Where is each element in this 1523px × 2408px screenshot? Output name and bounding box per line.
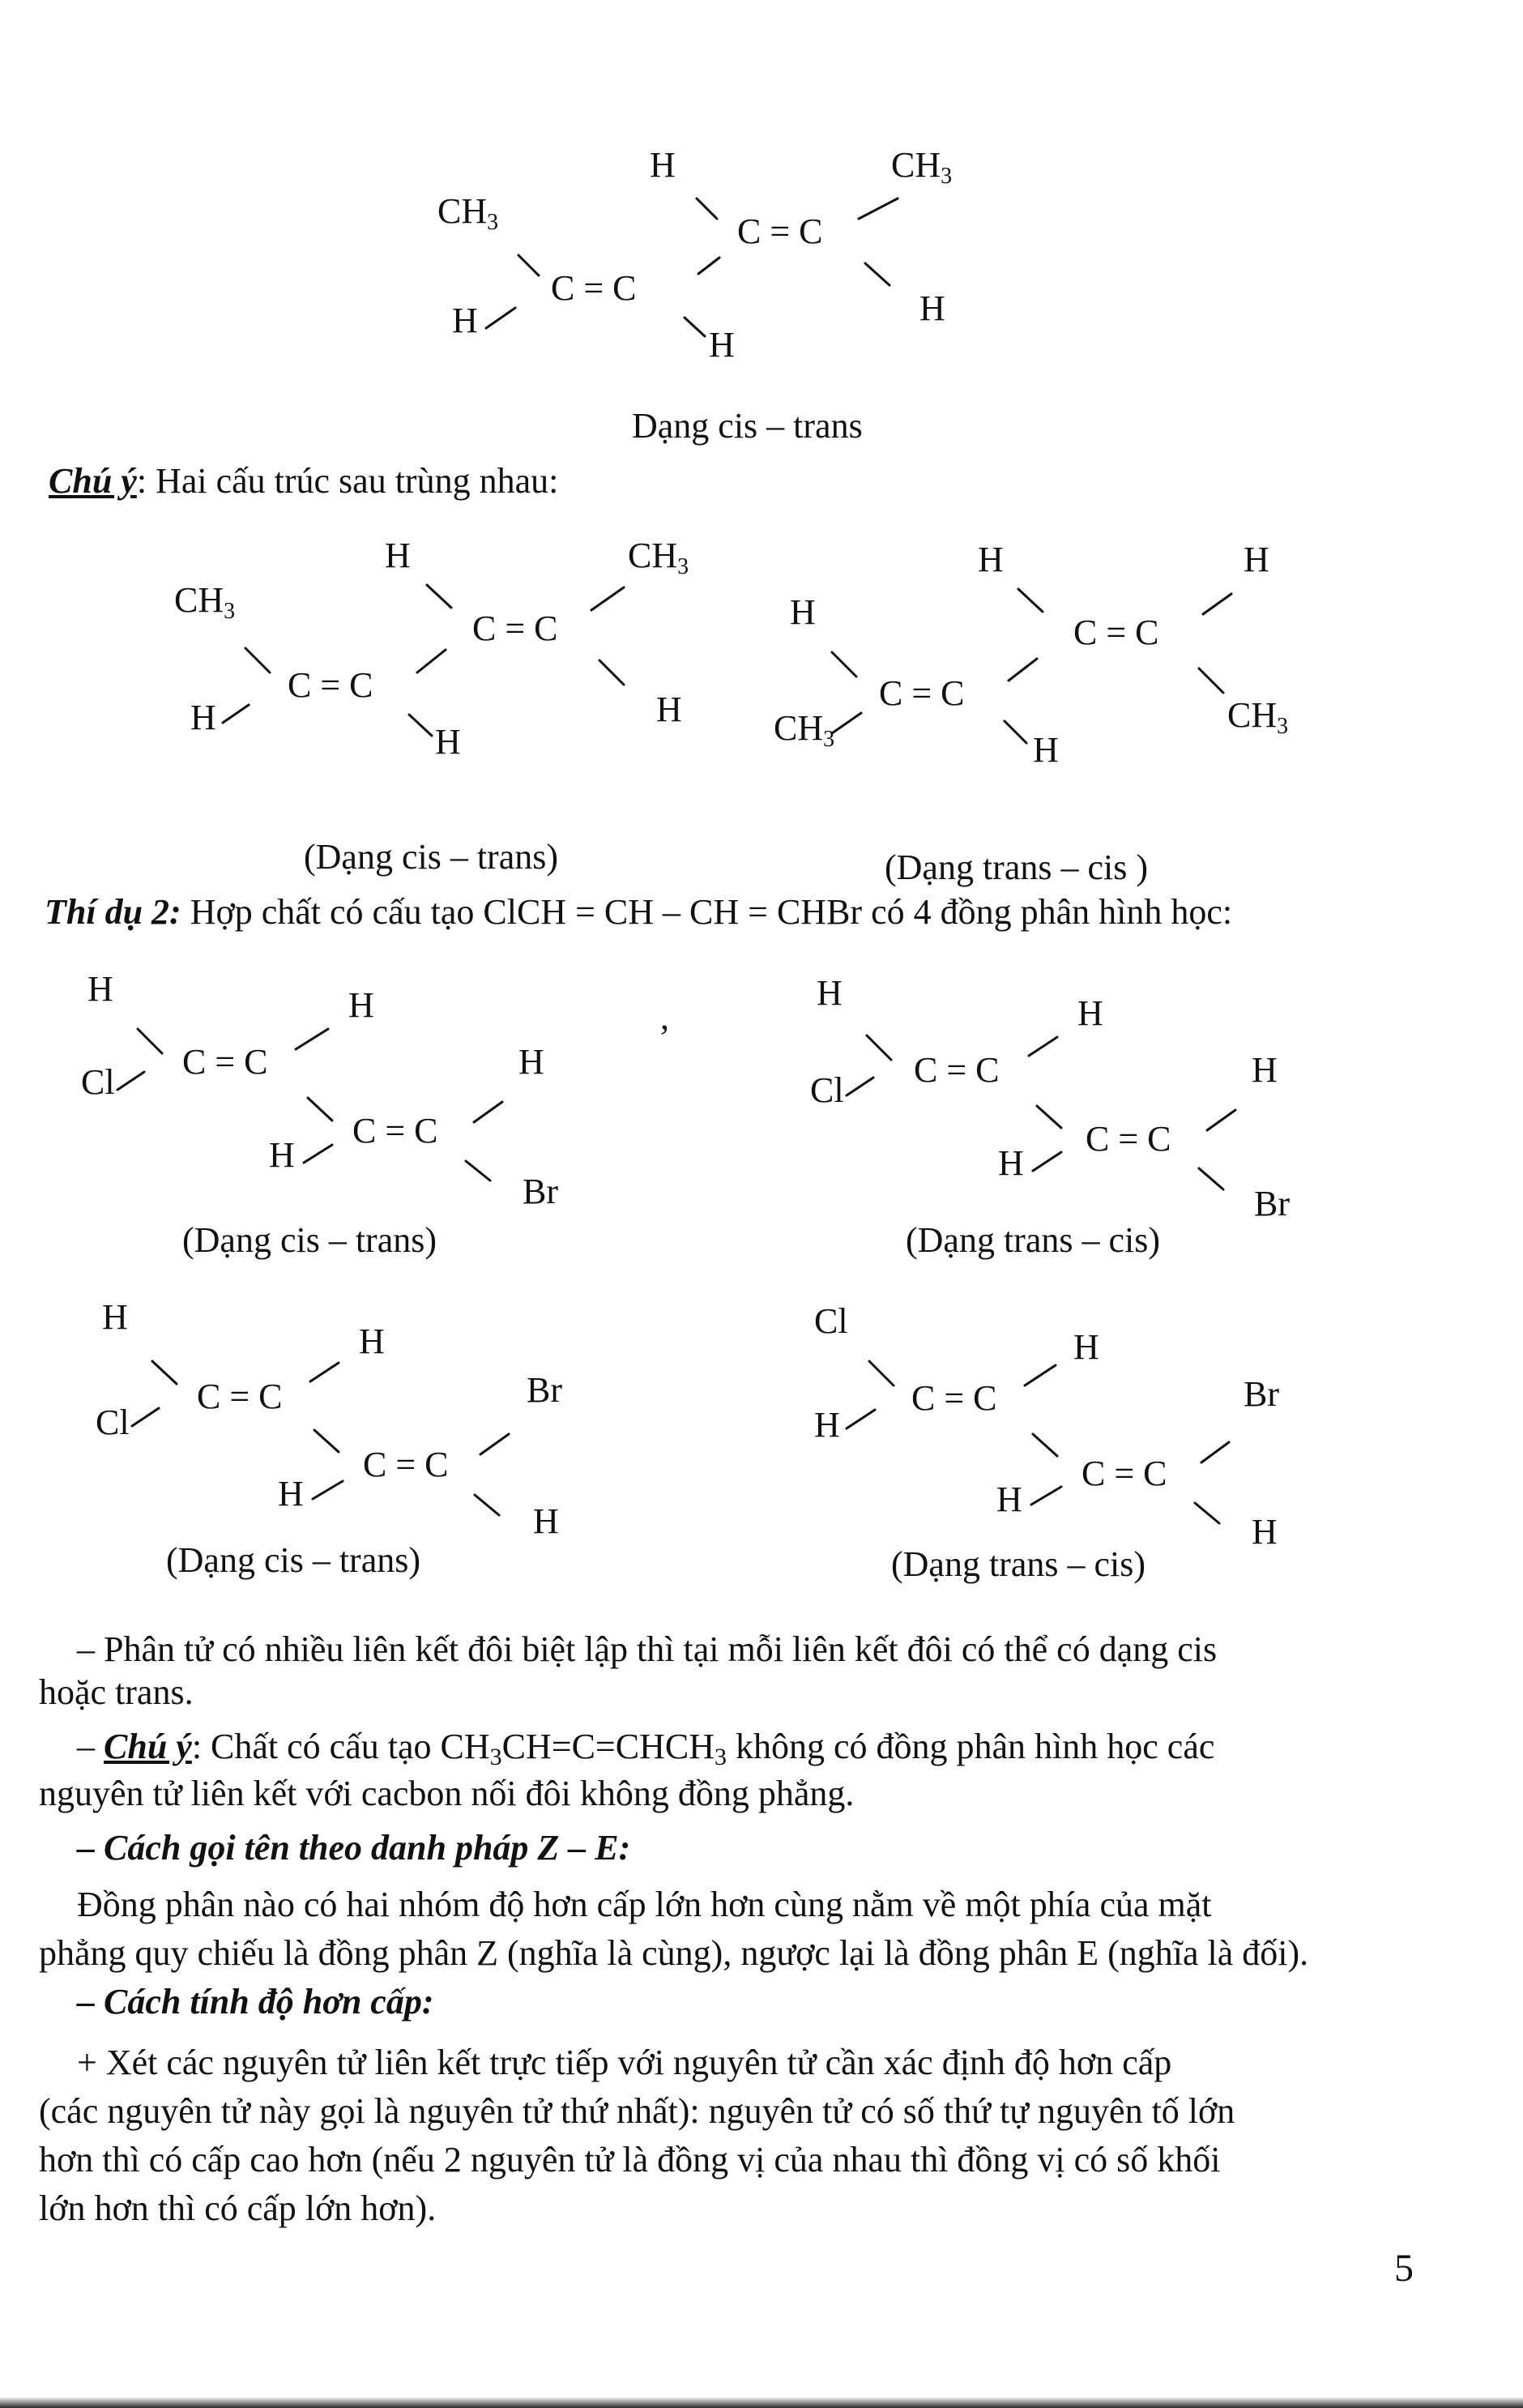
paragraph-line: Đồng phân nào có hai nhóm độ hơn cấp lớn hơn cùng nằm về một phía của mặt [77, 1885, 1212, 1924]
structure-diagram [810, 972, 1329, 1223]
atom-h: H [359, 1321, 385, 1361]
double-bond: C = C [914, 1050, 1000, 1090]
bond [1033, 1434, 1057, 1456]
dash: – [77, 1727, 104, 1766]
atom-ch3: CH3 [891, 145, 953, 189]
page-number: 5 [1394, 2247, 1414, 2290]
molecule-pair-left [174, 535, 741, 778]
paragraph-line: hơn thì có cấp cao hơn (nếu 2 nguyên tử là đồng vị của nhau thì đồng vị có số khối [39, 2140, 1221, 2180]
example-line [45, 891, 1232, 933]
atom-h: H [1244, 540, 1269, 579]
atom-cl: Cl [810, 1070, 844, 1110]
atom-h: H [102, 1297, 128, 1337]
atom-h: H [348, 985, 374, 1025]
atom-br: Br [523, 1172, 558, 1211]
bond [132, 1408, 159, 1426]
bond [518, 255, 539, 275]
paragraph-line: (các nguyên tử này gọi là nguyên tử thứ nhất): nguyên tử có số thứ tự nguyên tố lớn [39, 2091, 1235, 2131]
atom-h: H [533, 1501, 559, 1541]
atom-h: H [790, 592, 816, 632]
bond [1199, 668, 1223, 693]
atom-h: H [919, 288, 945, 328]
atom-h: H [1073, 1327, 1099, 1367]
atom-br: Br [1254, 1184, 1290, 1223]
bond [859, 199, 898, 219]
example-text: Hợp chất có cấu tạo ClCH = CH – CH = CHBr có 4 đồng phân hình học: [181, 892, 1233, 932]
caption: Dạng cis – trans [632, 406, 863, 446]
atom-ch3: CH3 [628, 536, 689, 579]
bond [308, 1098, 332, 1121]
atom-h: H [385, 536, 411, 575]
atom-h: H [814, 1405, 840, 1445]
molecule-top [437, 138, 1005, 381]
atom-h: H [1252, 1050, 1278, 1090]
atom-h: H [278, 1474, 304, 1514]
atom-h: H [1033, 730, 1059, 770]
bond [869, 1361, 894, 1385]
caption: (Dạng trans – cis) [891, 1544, 1146, 1584]
isomer-2 [810, 972, 1329, 1223]
atom-cl: Cl [814, 1301, 848, 1341]
bond [245, 648, 270, 672]
atom-h: H [656, 690, 682, 729]
double-bond: C = C [879, 673, 965, 713]
atom-h: H [978, 540, 1004, 579]
paragraph-line: + Xét các nguyên tử liên kết trực tiếp với nguyên tử cần xác định độ hơn cấp [77, 2043, 1172, 2082]
bond [486, 308, 515, 328]
double-bond: C = C [1086, 1119, 1171, 1159]
double-bond: C = C [911, 1378, 997, 1418]
atom-ch3: CH3 [174, 580, 236, 624]
note-line [49, 460, 558, 502]
bond [427, 585, 451, 608]
atom-cl: Cl [81, 1062, 115, 1102]
structure-diagram [81, 968, 599, 1211]
bond [832, 652, 856, 677]
bond [599, 660, 624, 685]
bond [847, 1410, 875, 1428]
bond [296, 1029, 328, 1049]
note-text: : Hai cấu trúc sau trùng nhau: [136, 461, 559, 501]
double-bond: C = C [197, 1377, 283, 1416]
caption: (Dạng cis – trans) [166, 1540, 421, 1580]
bond [1201, 1442, 1229, 1462]
bond [417, 650, 446, 672]
example-label: Thí dụ 2: [45, 892, 181, 932]
bond [223, 705, 249, 723]
atom-h: H [1252, 1512, 1278, 1552]
bond [475, 1495, 499, 1515]
atom-h: H [817, 973, 843, 1013]
atom-h: H [650, 145, 676, 185]
bond [867, 1035, 891, 1060]
bond [138, 1029, 162, 1053]
double-bond: C = C [737, 211, 823, 251]
double-bond: C = C [363, 1445, 449, 1484]
atom-br: Br [527, 1370, 562, 1410]
section-heading: – Cách tính độ hơn cấp: [77, 1982, 434, 2022]
double-bond: C = C [551, 268, 637, 308]
atom-br: Br [1244, 1374, 1279, 1414]
atom-h: H [452, 301, 478, 340]
separator-comma: , [660, 997, 669, 1037]
isomer-4 [814, 1300, 1333, 1552]
bond [1195, 1503, 1219, 1523]
isomer-1 [81, 968, 599, 1211]
structure-diagram [814, 1300, 1333, 1552]
caption: (Dạng cis – trans) [304, 837, 559, 877]
bond [310, 1363, 339, 1381]
caption: (Dạng trans – cis ) [885, 847, 1149, 887]
atom-ch3: CH3 [774, 708, 835, 752]
note-text: không có đồng phân hình học các [726, 1727, 1215, 1766]
caption: (Dạng cis – trans) [182, 1220, 437, 1260]
structure-diagram [174, 535, 741, 778]
note-line [77, 1726, 1214, 1771]
bond [1009, 659, 1037, 681]
atom-h: H [996, 1479, 1022, 1519]
note-label: Chú ý [49, 461, 137, 501]
bond [1033, 1152, 1061, 1171]
double-bond: C = C [1081, 1454, 1167, 1493]
atom-h: H [1077, 993, 1103, 1033]
bond [1025, 1365, 1056, 1385]
double-bond: C = C [1073, 613, 1159, 652]
bond [832, 713, 861, 733]
subscript: 3 [489, 1744, 502, 1770]
paragraph-line: lớn hơn thì có cấp lớn hơn). [39, 2188, 437, 2228]
bond [1037, 1106, 1061, 1128]
double-bond: C = C [472, 608, 558, 648]
structure-diagram [96, 1296, 614, 1539]
atom-h: H [518, 1042, 544, 1082]
bond [1207, 1110, 1235, 1130]
section-heading: – Cách gọi tên theo danh pháp Z – E: [77, 1828, 631, 1868]
atom-cl: Cl [96, 1403, 130, 1442]
bond [474, 1102, 502, 1122]
bond [591, 587, 624, 610]
atom-h: H [709, 325, 735, 365]
atom-h: H [269, 1135, 295, 1175]
bond [1018, 589, 1043, 612]
atom-ch3: CH3 [1227, 695, 1289, 739]
subscript: 3 [714, 1744, 727, 1770]
atom-h: H [190, 698, 216, 737]
double-bond: C = C [352, 1111, 438, 1151]
structure-diagram [766, 539, 1349, 782]
paragraph-line: phẳng quy chiếu là đồng phân Z (nghĩa là cùng), ngược lại là đồng phân E (nghĩa là đối). [39, 1933, 1309, 1973]
page-edge-shadow [0, 2397, 1523, 2408]
bond [1029, 1037, 1057, 1056]
bond [152, 1361, 177, 1384]
bond [480, 1434, 509, 1454]
bond [1005, 721, 1026, 743]
paragraph-line: nguyên tử liên kết với cacbon nối đôi không đồng phẳng. [39, 1774, 855, 1813]
caption: (Dạng trans – cis) [906, 1220, 1161, 1260]
bond [409, 715, 432, 736]
atom-h: H [435, 722, 461, 762]
atom-h: H [998, 1143, 1024, 1183]
atom-h: H [87, 969, 113, 1009]
isomer-3 [96, 1296, 614, 1539]
paragraph-line: – Phân tử có nhiều liên kết đôi biệt lập thì tại mỗi liên kết đôi có thể có dạng cis [77, 1629, 1218, 1669]
bond [304, 1145, 332, 1163]
double-bond: C = C [182, 1042, 268, 1082]
bond [847, 1078, 873, 1095]
note-text: CH=C=CHCH [501, 1727, 715, 1766]
bond [466, 1161, 490, 1181]
paragraph-line: hoặc trans. [39, 1672, 194, 1712]
bond [313, 1481, 343, 1499]
atom-ch3: CH3 [437, 191, 499, 235]
bond [1031, 1487, 1061, 1505]
note-text: : Chất có cấu tạo CH [191, 1727, 490, 1766]
bond [865, 263, 889, 285]
bond [117, 1072, 144, 1090]
bond [697, 199, 717, 219]
bond [1199, 1168, 1223, 1189]
bond [698, 258, 719, 274]
note-label: Chú ý [104, 1727, 192, 1766]
molecule-pair-right [766, 539, 1349, 782]
structure-diagram [437, 138, 1005, 381]
bond [685, 318, 705, 336]
double-bond: C = C [288, 665, 373, 705]
bond [1203, 594, 1231, 614]
bond [314, 1430, 339, 1452]
